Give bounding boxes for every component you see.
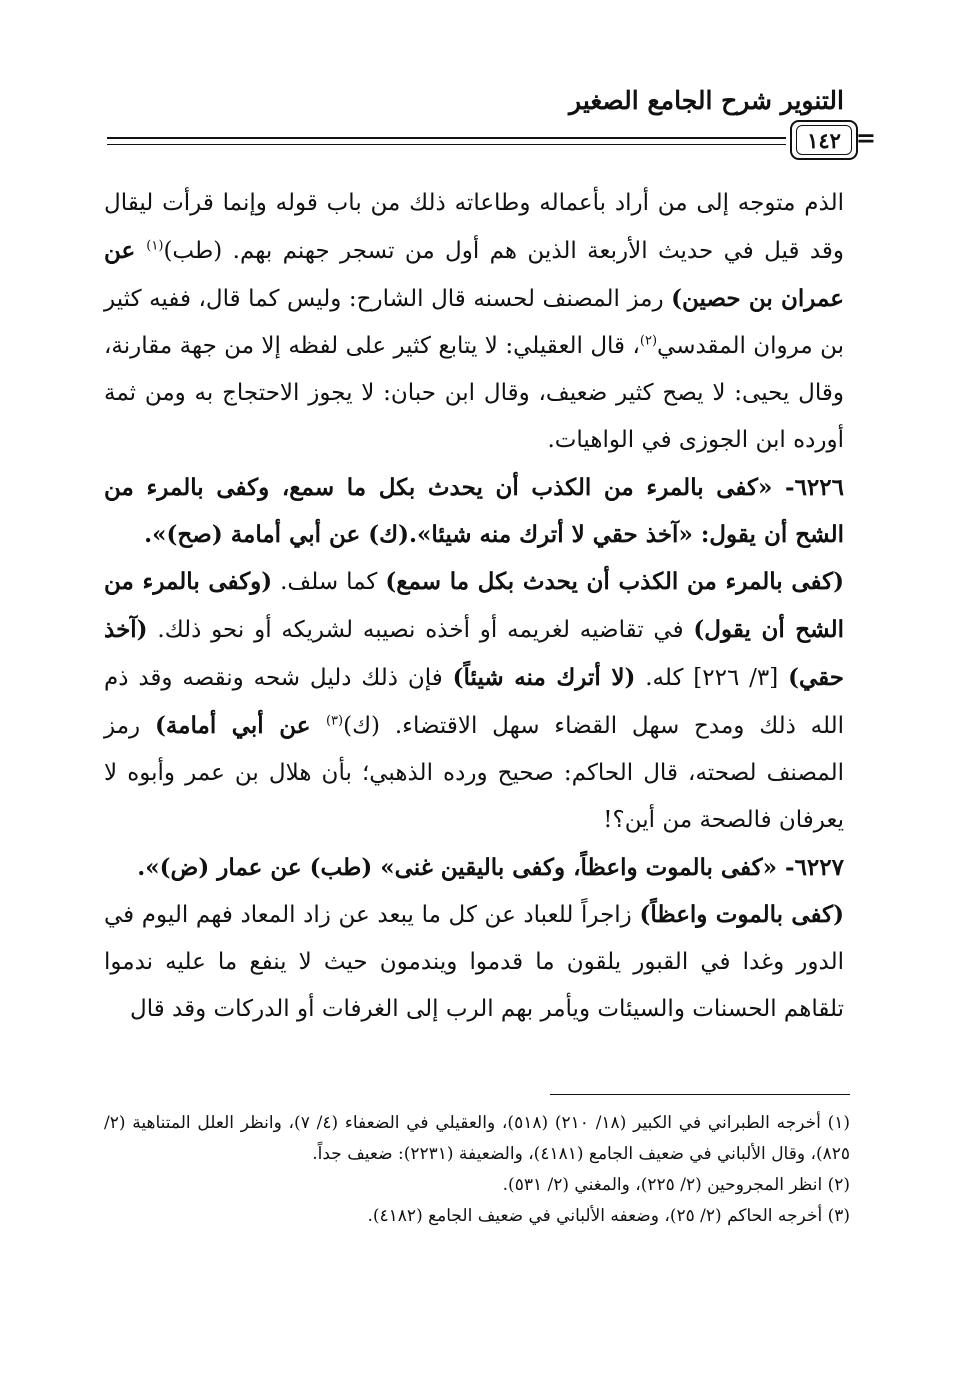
header-rule	[107, 137, 786, 139]
footnotes	[104, 1108, 850, 1232]
footnote-2: (٢) انظر المجروحين (٢/ ٢٢٥)، والمغني (٢/ ٥٣١).	[502, 1175, 850, 1195]
header-rule-thin	[107, 144, 786, 145]
hadith-6227: ٦٢٢٧- «كفى بالموت واعظاً، وكفى باليقين غنى» (طب) عن عمار (ض)».	[137, 854, 844, 881]
page-number-text: ١٤٢	[807, 127, 841, 153]
footnote-ref-1[interactable]: (١)	[146, 238, 164, 254]
paragraph-3: (كفى بالموت واعظاً) زاجراً للعباد عن كل ما يبعد عن زاد المعاد فهم اليوم في الدور وغدا في القبور يلقون ما قدموا ويندمون حيث لا ينفع ما عليه ندموا تلقاهم الحسنات والسيئات ويأمر بهم الرب إلى الغرفات أو الدركات وقد قال	[104, 901, 844, 1022]
running-header-title: التنوير شرح الجامع الصغير	[569, 86, 844, 115]
paragraph-2: (كفى بالمرء من الكذب أن يحدث بكل ما سمع) كما سلف. (وكفى بالمرء من الشح أن يقول) في تقاضيه لغريمه أو أخذه نصيبه لشريكه أو نحو ذلك. (آخذ حقي) [٣/ ٢٢٦] كله. (لا أترك منه شيئاً) فإن ذلك دليل شحه ونقصه وقد ذم الله ذلك ومدح سهل القضاء سهل الاقتضاء. (ك)$^{(٣)}$ عن أبي أمامة) رمز المصنف لصحته، قال الحاكم: صحيح ورده الذهبي؛ بأن هلال بن عمر وأبوه لا يعرفان فالصحة من أين؟!	[104, 568, 845, 833]
footnote-3: (٣) أخرجه الحاكم (٢/ ٢٥)، وضعفه الألباني في ضعيف الجامع (٤١٨٢).	[367, 1206, 850, 1226]
hadith-number: ٦٢٢٦-	[772, 474, 844, 501]
hadith-6226: ٦٢٢٦- «كفى بالمرء من الكذب أن يحدث بكل ما سمع، وكفى بالمرء من الشح أن يقول: «آخذ حقي لا أترك منه شيئا».(ك) عن أبي أمامة (صح)».	[104, 474, 844, 548]
paragraph-1: الذم متوجه إلى من أراد بأعماله وطاعاته ذلك من باب قوله وإنما قرأت ليقال وقد قيل في حديث الأربعة الذين هم أول من تسجر جهنم بهم. (طب)$^{(١)}$ عن عمران بن حصين) رمز المصنف لحسنه قال الشارح: وليس كما قال، ففيه كثير بن مروان المقدسي$^{(٢)}$، قال العقيلي: لا يتابع كثير على لفظه إلا من جهة مقارنة، وقال يحيى: لا يصح كثير ضعيف، وقال ابن حبان: لا يجوز الاحتجاج به ومن ثمة أورده ابن الجوزى في الواهيات.	[104, 190, 844, 453]
footnote-separator	[550, 1094, 850, 1095]
header-ornament: =	[855, 124, 876, 152]
footnote-ref-3[interactable]: (٣)	[325, 713, 344, 729]
hadith-number: ٦٢٢٧-	[777, 854, 844, 881]
footnote-1: (١) أخرجه الطبراني في الكبير (١٨/ ٢١٠) (٥١٨)، والعقيلي في الضعفاء (٤/ ٧)، وانظر العلل المتناهية (٢/ ٨٢٥)، وقال الألباني في ضعيف الجامع (٤١٨١)، والضعيفة (٢٢٣١): ضعيف جداً.	[104, 1113, 851, 1164]
main-text	[104, 180, 844, 1033]
footnote-ref-2[interactable]: (٢)	[639, 333, 658, 349]
page-number	[790, 120, 858, 160]
